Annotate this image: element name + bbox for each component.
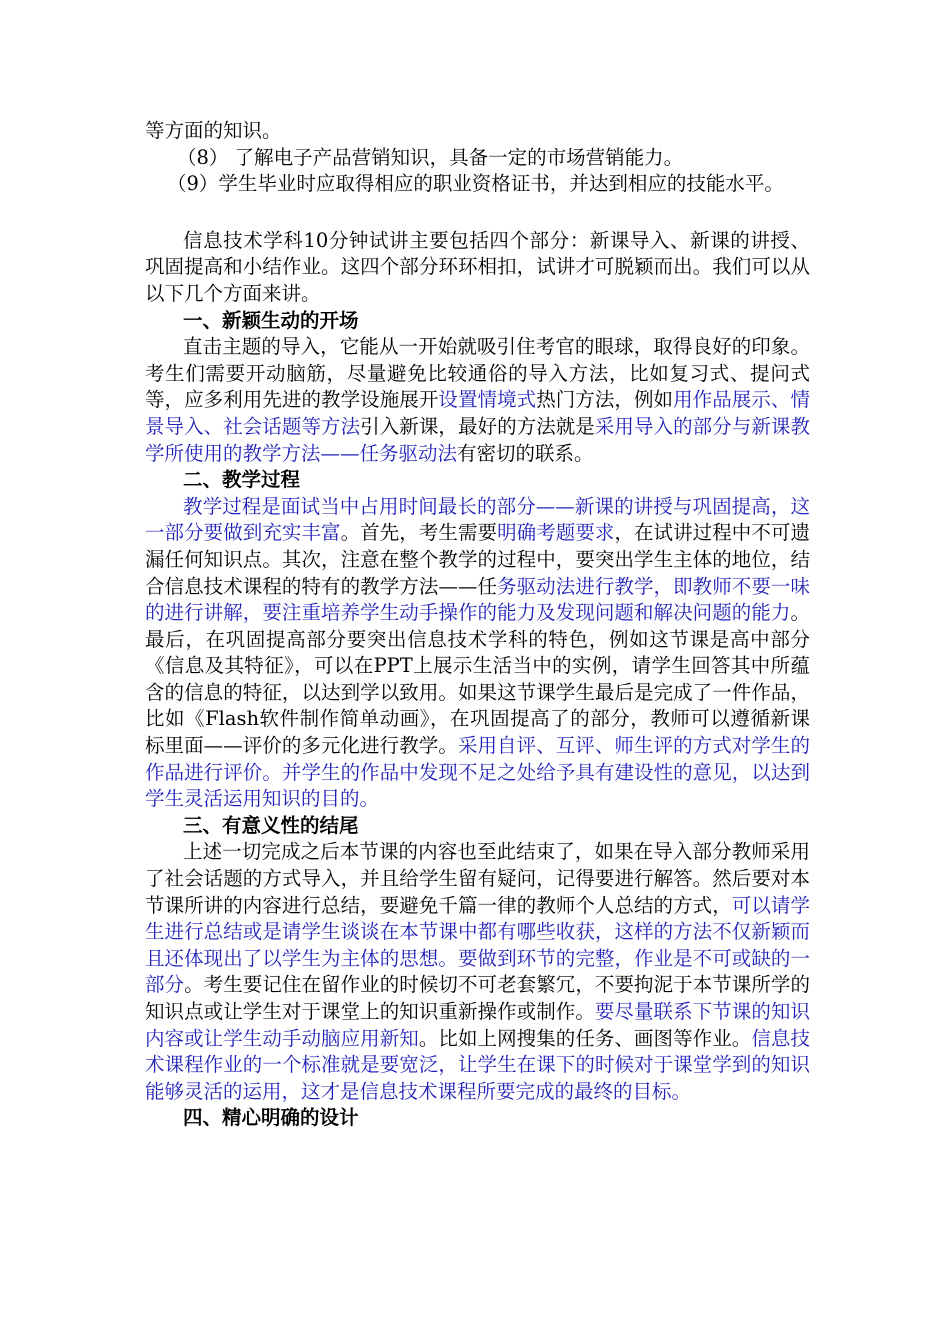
text-run: ，在试讲过程中不可遗漏任何知识点。其次，注意在整个教学的过程中，要突出学生主体的地位，结合信息技术课程的特有的教学方法——任 [145, 521, 810, 598]
text-run: 上述一切完成之后本节课的内容也至此结束了，如果在导入部分教师采用了社会话题的方式导入，并且给学生留有疑问，记得要进行解答。然后要对本节课所讲的内容进行总结，要避免千篇一律的教师个人总结的方式， [145, 840, 810, 917]
highlight-run: 采用自评、互评、师生评的方式对学生的作品进行评价。并学生的作品中发现不足之处给予具有建设性的意见，以达到学生灵活运用知识的目的。 [145, 734, 810, 811]
highlight-run: 采用导入的部分与新课教学所使用的教学方法——任务驱动法 [145, 414, 810, 465]
text-run: 。比如上网搜集的任务、画图等作业。 [418, 1026, 752, 1050]
text-run: 直击主题的导入，它能从一开始就吸引住考官的眼球，取得良好的印象。考生们需要开动脑筋，尽量避免比较通俗的导入方法，比如复习式、提问式等，应多利用先进的教学设施展开 [145, 335, 810, 412]
text-run: 。最后，在巩固提高部分要突出信息技术学科的特色，例如这节课是高中部分《信息及其特征》，可以在PPT上展示生活当中的实例，请学生回答其中所蕴含的信息的特征，以达到学以致用。如果这节课学生最后是完成了一件作品，比如《Flash软件制作简单动画》，在巩固提高了的部分，教师可以遵循新课标里面——评价的多元化进行教学。 [145, 601, 810, 758]
highlight-run: 教学过程是面试当中占用时间最长的部分——新课的讲授与巩固提高，这一部分要做到充实丰富 [145, 494, 810, 545]
continued-text: 等方面的知识。 [145, 119, 282, 142]
document-page [145, 118, 810, 1132]
highlight-run: 要尽量联系下节课的知识内容或让学生动手动脑应用新知 [145, 1000, 810, 1050]
text-run: 。首先，考生需要 [340, 521, 498, 545]
highlight-run: 务驱动法进行教学，即教师不要一味的进行讲解，要注重培养学生动手操作的能力及发现问题和解决问题的能力 [145, 574, 810, 625]
highlight-run: 明确考题要求 [497, 521, 615, 545]
section-heading-3: 三、有意义性的结尾 [183, 813, 359, 837]
highlight-run: 用作品展示、情景导入、社会话题等方法 [145, 388, 810, 438]
highlight-run: 信息技术课程作业的一个标准就是要宽泛，让学生在课下的时候对于课堂学到的知识能够灵活的运用，这才是信息技术课程所要完成的最终的目标。 [145, 1026, 810, 1103]
section-2-paragraph [145, 494, 810, 813]
text-run: 热门方法，例如 [536, 388, 674, 412]
highlight-run: 设置情境式 [438, 388, 537, 412]
list-item-9: （9）学生毕业时应取得相应的职业资格证书，并达到相应的技能水平。 [167, 172, 784, 196]
text-run: 引入新课，最好的方法就是 [360, 414, 595, 438]
paragraph-gap [145, 198, 810, 228]
section-1-paragraph [145, 334, 810, 467]
section-heading-4: 四、精心明确的设计 [183, 1106, 359, 1130]
section-3-paragraph [145, 839, 810, 1105]
highlight-run: 可以请学生进行总结或是请学生谈谈在本节课中都有哪些收获，这样的方法不仅新颖而且还体现出了以学生为主体的思想。要做到环节的完整，作业是不可或缺的一部分 [145, 893, 810, 997]
list-item-8: （8） 了解电子产品营销知识，具备一定的市场营销能力。 [177, 145, 684, 169]
section-heading-1: 一、新颖生动的开场 [183, 308, 359, 332]
section-heading-2: 二、教学过程 [183, 468, 301, 492]
text-run: 有密切的联系。 [457, 441, 594, 465]
intro-paragraph: 信息技术学科10分钟试讲主要包括四个部分：新课导入、新课的讲授、巩固提高和小结作业。这四个部分环环相扣，试讲才可脱颖而出。我们可以从以下几个方面来讲。 [145, 228, 810, 305]
text-run: 。考生要记住在留作业的时候切不可老套繁冗，不要拘泥于本节课所学的知识点或让学生对于课堂上的知识重新操作或制作。 [145, 973, 810, 1023]
